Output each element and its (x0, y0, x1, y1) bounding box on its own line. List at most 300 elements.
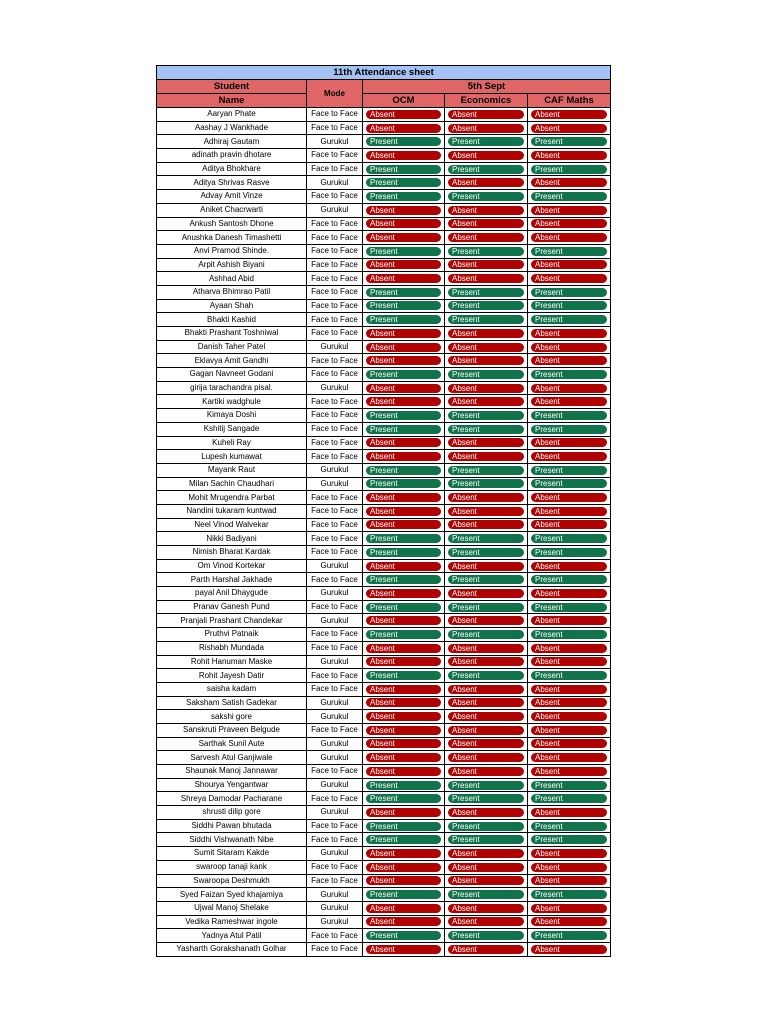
attendance-cell-caf-maths[interactable] (528, 272, 611, 286)
absent-chip[interactable]: Absent (366, 863, 441, 872)
attendance-cell-ocm[interactable] (363, 888, 445, 902)
attendance-cell-ocm[interactable] (363, 231, 445, 245)
attendance-cell-ocm[interactable] (363, 901, 445, 915)
absent-chip[interactable]: Absent (448, 698, 524, 707)
attendance-cell-ocm[interactable] (363, 532, 445, 546)
absent-chip[interactable]: Absent (366, 644, 441, 653)
present-chip[interactable]: Present (448, 835, 524, 844)
present-chip[interactable]: Present (366, 822, 441, 831)
attendance-cell-ocm[interactable] (363, 272, 445, 286)
attendance-cell-caf-maths[interactable] (528, 190, 611, 204)
present-chip[interactable]: Present (366, 137, 441, 146)
attendance-cell-caf-maths[interactable] (528, 285, 611, 299)
absent-chip[interactable]: Absent (366, 767, 441, 776)
absent-chip[interactable]: Absent (531, 219, 607, 228)
absent-chip[interactable]: Absent (448, 863, 524, 872)
absent-chip[interactable]: Absent (448, 616, 524, 625)
attendance-cell-economics[interactable] (445, 682, 528, 696)
absent-chip[interactable]: Absent (448, 562, 524, 571)
attendance-cell-ocm[interactable] (363, 422, 445, 436)
attendance-cell-ocm[interactable] (363, 381, 445, 395)
present-chip[interactable]: Present (531, 548, 607, 557)
attendance-cell-caf-maths[interactable] (528, 641, 611, 655)
attendance-cell-economics[interactable] (445, 463, 528, 477)
absent-chip[interactable]: Absent (531, 110, 607, 119)
attendance-cell-caf-maths[interactable] (528, 860, 611, 874)
absent-chip[interactable]: Absent (448, 945, 524, 954)
attendance-cell-economics[interactable] (445, 272, 528, 286)
attendance-cell-ocm[interactable] (363, 573, 445, 587)
attendance-cell-caf-maths[interactable] (528, 176, 611, 190)
present-chip[interactable]: Present (448, 603, 524, 612)
attendance-cell-caf-maths[interactable] (528, 258, 611, 272)
attendance-cell-caf-maths[interactable] (528, 217, 611, 231)
attendance-cell-caf-maths[interactable] (528, 819, 611, 833)
absent-chip[interactable]: Absent (531, 712, 607, 721)
attendance-cell-caf-maths[interactable] (528, 450, 611, 464)
absent-chip[interactable]: Absent (366, 151, 441, 160)
attendance-cell-economics[interactable] (445, 313, 528, 327)
absent-chip[interactable]: Absent (531, 178, 607, 187)
attendance-cell-caf-maths[interactable] (528, 313, 611, 327)
absent-chip[interactable]: Absent (531, 562, 607, 571)
attendance-cell-ocm[interactable] (363, 792, 445, 806)
attendance-cell-economics[interactable] (445, 217, 528, 231)
attendance-cell-economics[interactable] (445, 669, 528, 683)
absent-chip[interactable]: Absent (448, 206, 524, 215)
attendance-cell-economics[interactable] (445, 176, 528, 190)
present-chip[interactable]: Present (531, 301, 607, 310)
absent-chip[interactable]: Absent (531, 356, 607, 365)
absent-chip[interactable]: Absent (366, 808, 441, 817)
attendance-cell-economics[interactable] (445, 806, 528, 820)
absent-chip[interactable]: Absent (448, 876, 524, 885)
attendance-cell-caf-maths[interactable] (528, 395, 611, 409)
absent-chip[interactable]: Absent (531, 767, 607, 776)
attendance-cell-ocm[interactable] (363, 135, 445, 149)
absent-chip[interactable]: Absent (366, 876, 441, 885)
attendance-cell-ocm[interactable] (363, 723, 445, 737)
attendance-cell-ocm[interactable] (363, 587, 445, 601)
present-chip[interactable]: Present (531, 192, 607, 201)
attendance-cell-ocm[interactable] (363, 504, 445, 518)
absent-chip[interactable]: Absent (366, 124, 441, 133)
attendance-cell-ocm[interactable] (363, 874, 445, 888)
present-chip[interactable]: Present (531, 534, 607, 543)
absent-chip[interactable]: Absent (531, 438, 607, 447)
attendance-cell-economics[interactable] (445, 450, 528, 464)
attendance-cell-ocm[interactable] (363, 477, 445, 491)
attendance-cell-economics[interactable] (445, 354, 528, 368)
absent-chip[interactable]: Absent (448, 151, 524, 160)
present-chip[interactable]: Present (448, 534, 524, 543)
attendance-cell-caf-maths[interactable] (528, 628, 611, 642)
attendance-cell-economics[interactable] (445, 108, 528, 122)
absent-chip[interactable]: Absent (531, 644, 607, 653)
attendance-cell-ocm[interactable] (363, 669, 445, 683)
absent-chip[interactable]: Absent (366, 397, 441, 406)
present-chip[interactable]: Present (531, 671, 607, 680)
absent-chip[interactable]: Absent (366, 274, 441, 283)
absent-chip[interactable]: Absent (531, 384, 607, 393)
absent-chip[interactable]: Absent (531, 343, 607, 352)
attendance-cell-economics[interactable] (445, 942, 528, 956)
absent-chip[interactable]: Absent (366, 260, 441, 269)
attendance-cell-ocm[interactable] (363, 806, 445, 820)
attendance-cell-ocm[interactable] (363, 751, 445, 765)
present-chip[interactable]: Present (366, 835, 441, 844)
absent-chip[interactable]: Absent (448, 712, 524, 721)
attendance-cell-economics[interactable] (445, 559, 528, 573)
present-chip[interactable]: Present (448, 370, 524, 379)
absent-chip[interactable]: Absent (531, 753, 607, 762)
attendance-cell-economics[interactable] (445, 518, 528, 532)
attendance-cell-economics[interactable] (445, 765, 528, 779)
attendance-cell-ocm[interactable] (363, 942, 445, 956)
attendance-cell-caf-maths[interactable] (528, 573, 611, 587)
present-chip[interactable]: Present (531, 288, 607, 297)
attendance-cell-ocm[interactable] (363, 682, 445, 696)
absent-chip[interactable]: Absent (366, 904, 441, 913)
attendance-cell-ocm[interactable] (363, 409, 445, 423)
absent-chip[interactable]: Absent (448, 343, 524, 352)
attendance-cell-ocm[interactable] (363, 190, 445, 204)
present-chip[interactable]: Present (531, 165, 607, 174)
attendance-cell-ocm[interactable] (363, 463, 445, 477)
attendance-cell-ocm[interactable] (363, 614, 445, 628)
attendance-cell-caf-maths[interactable] (528, 299, 611, 313)
absent-chip[interactable]: Absent (531, 739, 607, 748)
attendance-cell-economics[interactable] (445, 819, 528, 833)
attendance-cell-caf-maths[interactable] (528, 737, 611, 751)
present-chip[interactable]: Present (531, 603, 607, 612)
absent-chip[interactable]: Absent (531, 151, 607, 160)
present-chip[interactable]: Present (448, 315, 524, 324)
attendance-cell-caf-maths[interactable] (528, 901, 611, 915)
absent-chip[interactable]: Absent (531, 397, 607, 406)
attendance-cell-economics[interactable] (445, 231, 528, 245)
attendance-cell-economics[interactable] (445, 833, 528, 847)
absent-chip[interactable]: Absent (366, 753, 441, 762)
attendance-cell-caf-maths[interactable] (528, 121, 611, 135)
absent-chip[interactable]: Absent (531, 493, 607, 502)
attendance-cell-caf-maths[interactable] (528, 203, 611, 217)
attendance-cell-economics[interactable] (445, 121, 528, 135)
present-chip[interactable]: Present (366, 794, 441, 803)
absent-chip[interactable]: Absent (366, 520, 441, 529)
attendance-cell-caf-maths[interactable] (528, 463, 611, 477)
absent-chip[interactable]: Absent (366, 206, 441, 215)
present-chip[interactable]: Present (448, 479, 524, 488)
absent-chip[interactable]: Absent (366, 698, 441, 707)
present-chip[interactable]: Present (366, 466, 441, 475)
absent-chip[interactable]: Absent (531, 274, 607, 283)
attendance-cell-economics[interactable] (445, 135, 528, 149)
present-chip[interactable]: Present (448, 411, 524, 420)
attendance-cell-ocm[interactable] (363, 765, 445, 779)
attendance-cell-caf-maths[interactable] (528, 327, 611, 341)
attendance-cell-economics[interactable] (445, 901, 528, 915)
absent-chip[interactable]: Absent (448, 356, 524, 365)
present-chip[interactable]: Present (366, 301, 441, 310)
attendance-cell-economics[interactable] (445, 285, 528, 299)
attendance-cell-economics[interactable] (445, 149, 528, 163)
absent-chip[interactable]: Absent (531, 698, 607, 707)
absent-chip[interactable]: Absent (448, 110, 524, 119)
attendance-cell-ocm[interactable] (363, 915, 445, 929)
present-chip[interactable]: Present (531, 137, 607, 146)
present-chip[interactable]: Present (366, 479, 441, 488)
attendance-cell-caf-maths[interactable] (528, 477, 611, 491)
absent-chip[interactable]: Absent (448, 274, 524, 283)
present-chip[interactable]: Present (448, 466, 524, 475)
absent-chip[interactable]: Absent (366, 507, 441, 516)
attendance-cell-economics[interactable] (445, 751, 528, 765)
absent-chip[interactable]: Absent (448, 849, 524, 858)
attendance-cell-economics[interactable] (445, 491, 528, 505)
attendance-cell-caf-maths[interactable] (528, 231, 611, 245)
absent-chip[interactable]: Absent (366, 726, 441, 735)
present-chip[interactable]: Present (366, 781, 441, 790)
absent-chip[interactable]: Absent (366, 616, 441, 625)
attendance-cell-ocm[interactable] (363, 819, 445, 833)
attendance-cell-economics[interactable] (445, 655, 528, 669)
present-chip[interactable]: Present (448, 575, 524, 584)
present-chip[interactable]: Present (531, 890, 607, 899)
absent-chip[interactable]: Absent (366, 712, 441, 721)
attendance-cell-caf-maths[interactable] (528, 244, 611, 258)
attendance-cell-caf-maths[interactable] (528, 765, 611, 779)
absent-chip[interactable]: Absent (448, 726, 524, 735)
attendance-cell-caf-maths[interactable] (528, 682, 611, 696)
absent-chip[interactable]: Absent (448, 685, 524, 694)
present-chip[interactable]: Present (531, 630, 607, 639)
attendance-cell-ocm[interactable] (363, 121, 445, 135)
attendance-cell-caf-maths[interactable] (528, 518, 611, 532)
present-chip[interactable]: Present (448, 794, 524, 803)
present-chip[interactable]: Present (531, 425, 607, 434)
present-chip[interactable]: Present (531, 370, 607, 379)
attendance-cell-ocm[interactable] (363, 149, 445, 163)
present-chip[interactable]: Present (366, 288, 441, 297)
absent-chip[interactable]: Absent (448, 644, 524, 653)
attendance-cell-caf-maths[interactable] (528, 135, 611, 149)
attendance-cell-caf-maths[interactable] (528, 942, 611, 956)
absent-chip[interactable]: Absent (448, 233, 524, 242)
absent-chip[interactable]: Absent (531, 726, 607, 735)
attendance-cell-economics[interactable] (445, 874, 528, 888)
present-chip[interactable]: Present (531, 466, 607, 475)
attendance-cell-caf-maths[interactable] (528, 422, 611, 436)
absent-chip[interactable]: Absent (366, 438, 441, 447)
absent-chip[interactable]: Absent (448, 438, 524, 447)
attendance-cell-ocm[interactable] (363, 778, 445, 792)
attendance-cell-ocm[interactable] (363, 368, 445, 382)
present-chip[interactable]: Present (366, 630, 441, 639)
present-chip[interactable]: Present (366, 671, 441, 680)
absent-chip[interactable]: Absent (448, 657, 524, 666)
absent-chip[interactable]: Absent (366, 493, 441, 502)
attendance-cell-ocm[interactable] (363, 162, 445, 176)
absent-chip[interactable]: Absent (531, 206, 607, 215)
absent-chip[interactable]: Absent (366, 562, 441, 571)
attendance-cell-ocm[interactable] (363, 395, 445, 409)
attendance-cell-economics[interactable] (445, 504, 528, 518)
attendance-cell-economics[interactable] (445, 600, 528, 614)
absent-chip[interactable]: Absent (531, 233, 607, 242)
attendance-cell-ocm[interactable] (363, 203, 445, 217)
present-chip[interactable]: Present (448, 247, 524, 256)
absent-chip[interactable]: Absent (366, 849, 441, 858)
attendance-cell-caf-maths[interactable] (528, 149, 611, 163)
present-chip[interactable]: Present (531, 781, 607, 790)
attendance-cell-caf-maths[interactable] (528, 792, 611, 806)
attendance-cell-ocm[interactable] (363, 285, 445, 299)
absent-chip[interactable]: Absent (448, 260, 524, 269)
absent-chip[interactable]: Absent (531, 808, 607, 817)
absent-chip[interactable]: Absent (448, 520, 524, 529)
present-chip[interactable]: Present (366, 890, 441, 899)
attendance-cell-economics[interactable] (445, 299, 528, 313)
absent-chip[interactable]: Absent (366, 233, 441, 242)
attendance-cell-ocm[interactable] (363, 354, 445, 368)
attendance-cell-caf-maths[interactable] (528, 874, 611, 888)
attendance-cell-economics[interactable] (445, 409, 528, 423)
attendance-cell-economics[interactable] (445, 381, 528, 395)
attendance-cell-economics[interactable] (445, 477, 528, 491)
absent-chip[interactable]: Absent (531, 876, 607, 885)
attendance-cell-caf-maths[interactable] (528, 436, 611, 450)
attendance-cell-ocm[interactable] (363, 313, 445, 327)
absent-chip[interactable]: Absent (366, 685, 441, 694)
present-chip[interactable]: Present (448, 137, 524, 146)
attendance-cell-economics[interactable] (445, 244, 528, 258)
absent-chip[interactable]: Absent (531, 945, 607, 954)
present-chip[interactable]: Present (448, 425, 524, 434)
attendance-cell-caf-maths[interactable] (528, 162, 611, 176)
present-chip[interactable]: Present (531, 479, 607, 488)
attendance-cell-caf-maths[interactable] (528, 532, 611, 546)
absent-chip[interactable]: Absent (448, 904, 524, 913)
attendance-cell-caf-maths[interactable] (528, 108, 611, 122)
absent-chip[interactable]: Absent (366, 110, 441, 119)
attendance-cell-ocm[interactable] (363, 299, 445, 313)
present-chip[interactable]: Present (448, 671, 524, 680)
attendance-cell-caf-maths[interactable] (528, 710, 611, 724)
attendance-cell-economics[interactable] (445, 162, 528, 176)
attendance-cell-ocm[interactable] (363, 860, 445, 874)
absent-chip[interactable]: Absent (448, 808, 524, 817)
attendance-cell-ocm[interactable] (363, 833, 445, 847)
attendance-cell-caf-maths[interactable] (528, 491, 611, 505)
absent-chip[interactable]: Absent (448, 753, 524, 762)
absent-chip[interactable]: Absent (531, 260, 607, 269)
attendance-cell-caf-maths[interactable] (528, 723, 611, 737)
absent-chip[interactable]: Absent (448, 452, 524, 461)
attendance-cell-ocm[interactable] (363, 929, 445, 943)
attendance-cell-economics[interactable] (445, 641, 528, 655)
attendance-cell-caf-maths[interactable] (528, 600, 611, 614)
attendance-cell-economics[interactable] (445, 860, 528, 874)
attendance-cell-caf-maths[interactable] (528, 368, 611, 382)
attendance-cell-ocm[interactable] (363, 244, 445, 258)
attendance-cell-economics[interactable] (445, 340, 528, 354)
present-chip[interactable]: Present (531, 247, 607, 256)
attendance-cell-caf-maths[interactable] (528, 546, 611, 560)
present-chip[interactable]: Present (448, 890, 524, 899)
attendance-cell-economics[interactable] (445, 696, 528, 710)
attendance-cell-caf-maths[interactable] (528, 655, 611, 669)
absent-chip[interactable]: Absent (366, 329, 441, 338)
absent-chip[interactable]: Absent (531, 917, 607, 926)
attendance-cell-caf-maths[interactable] (528, 806, 611, 820)
attendance-cell-caf-maths[interactable] (528, 614, 611, 628)
absent-chip[interactable]: Absent (448, 219, 524, 228)
attendance-cell-ocm[interactable] (363, 518, 445, 532)
present-chip[interactable]: Present (366, 534, 441, 543)
absent-chip[interactable]: Absent (448, 493, 524, 502)
attendance-cell-ocm[interactable] (363, 217, 445, 231)
attendance-cell-caf-maths[interactable] (528, 833, 611, 847)
present-chip[interactable]: Present (531, 575, 607, 584)
present-chip[interactable]: Present (366, 178, 441, 187)
absent-chip[interactable]: Absent (366, 657, 441, 666)
absent-chip[interactable]: Absent (531, 849, 607, 858)
absent-chip[interactable]: Absent (531, 329, 607, 338)
present-chip[interactable]: Present (448, 548, 524, 557)
attendance-cell-ocm[interactable] (363, 327, 445, 341)
absent-chip[interactable]: Absent (531, 507, 607, 516)
attendance-cell-economics[interactable] (445, 915, 528, 929)
attendance-cell-economics[interactable] (445, 929, 528, 943)
absent-chip[interactable]: Absent (531, 685, 607, 694)
present-chip[interactable]: Present (448, 781, 524, 790)
attendance-cell-ocm[interactable] (363, 628, 445, 642)
absent-chip[interactable]: Absent (448, 589, 524, 598)
absent-chip[interactable]: Absent (448, 917, 524, 926)
absent-chip[interactable]: Absent (531, 616, 607, 625)
attendance-cell-caf-maths[interactable] (528, 669, 611, 683)
attendance-cell-ocm[interactable] (363, 491, 445, 505)
attendance-cell-economics[interactable] (445, 436, 528, 450)
present-chip[interactable]: Present (448, 301, 524, 310)
attendance-cell-ocm[interactable] (363, 559, 445, 573)
attendance-cell-caf-maths[interactable] (528, 778, 611, 792)
attendance-cell-ocm[interactable] (363, 696, 445, 710)
present-chip[interactable]: Present (366, 411, 441, 420)
attendance-cell-caf-maths[interactable] (528, 340, 611, 354)
attendance-cell-economics[interactable] (445, 422, 528, 436)
present-chip[interactable]: Present (366, 603, 441, 612)
attendance-cell-economics[interactable] (445, 710, 528, 724)
absent-chip[interactable]: Absent (531, 452, 607, 461)
attendance-cell-ocm[interactable] (363, 176, 445, 190)
attendance-cell-economics[interactable] (445, 587, 528, 601)
attendance-cell-caf-maths[interactable] (528, 354, 611, 368)
attendance-cell-caf-maths[interactable] (528, 751, 611, 765)
attendance-cell-ocm[interactable] (363, 108, 445, 122)
absent-chip[interactable]: Absent (448, 507, 524, 516)
present-chip[interactable]: Present (366, 247, 441, 256)
attendance-cell-caf-maths[interactable] (528, 587, 611, 601)
attendance-cell-economics[interactable] (445, 368, 528, 382)
absent-chip[interactable]: Absent (366, 356, 441, 365)
absent-chip[interactable]: Absent (531, 657, 607, 666)
present-chip[interactable]: Present (531, 931, 607, 940)
absent-chip[interactable]: Absent (448, 397, 524, 406)
absent-chip[interactable]: Absent (366, 343, 441, 352)
attendance-cell-economics[interactable] (445, 778, 528, 792)
